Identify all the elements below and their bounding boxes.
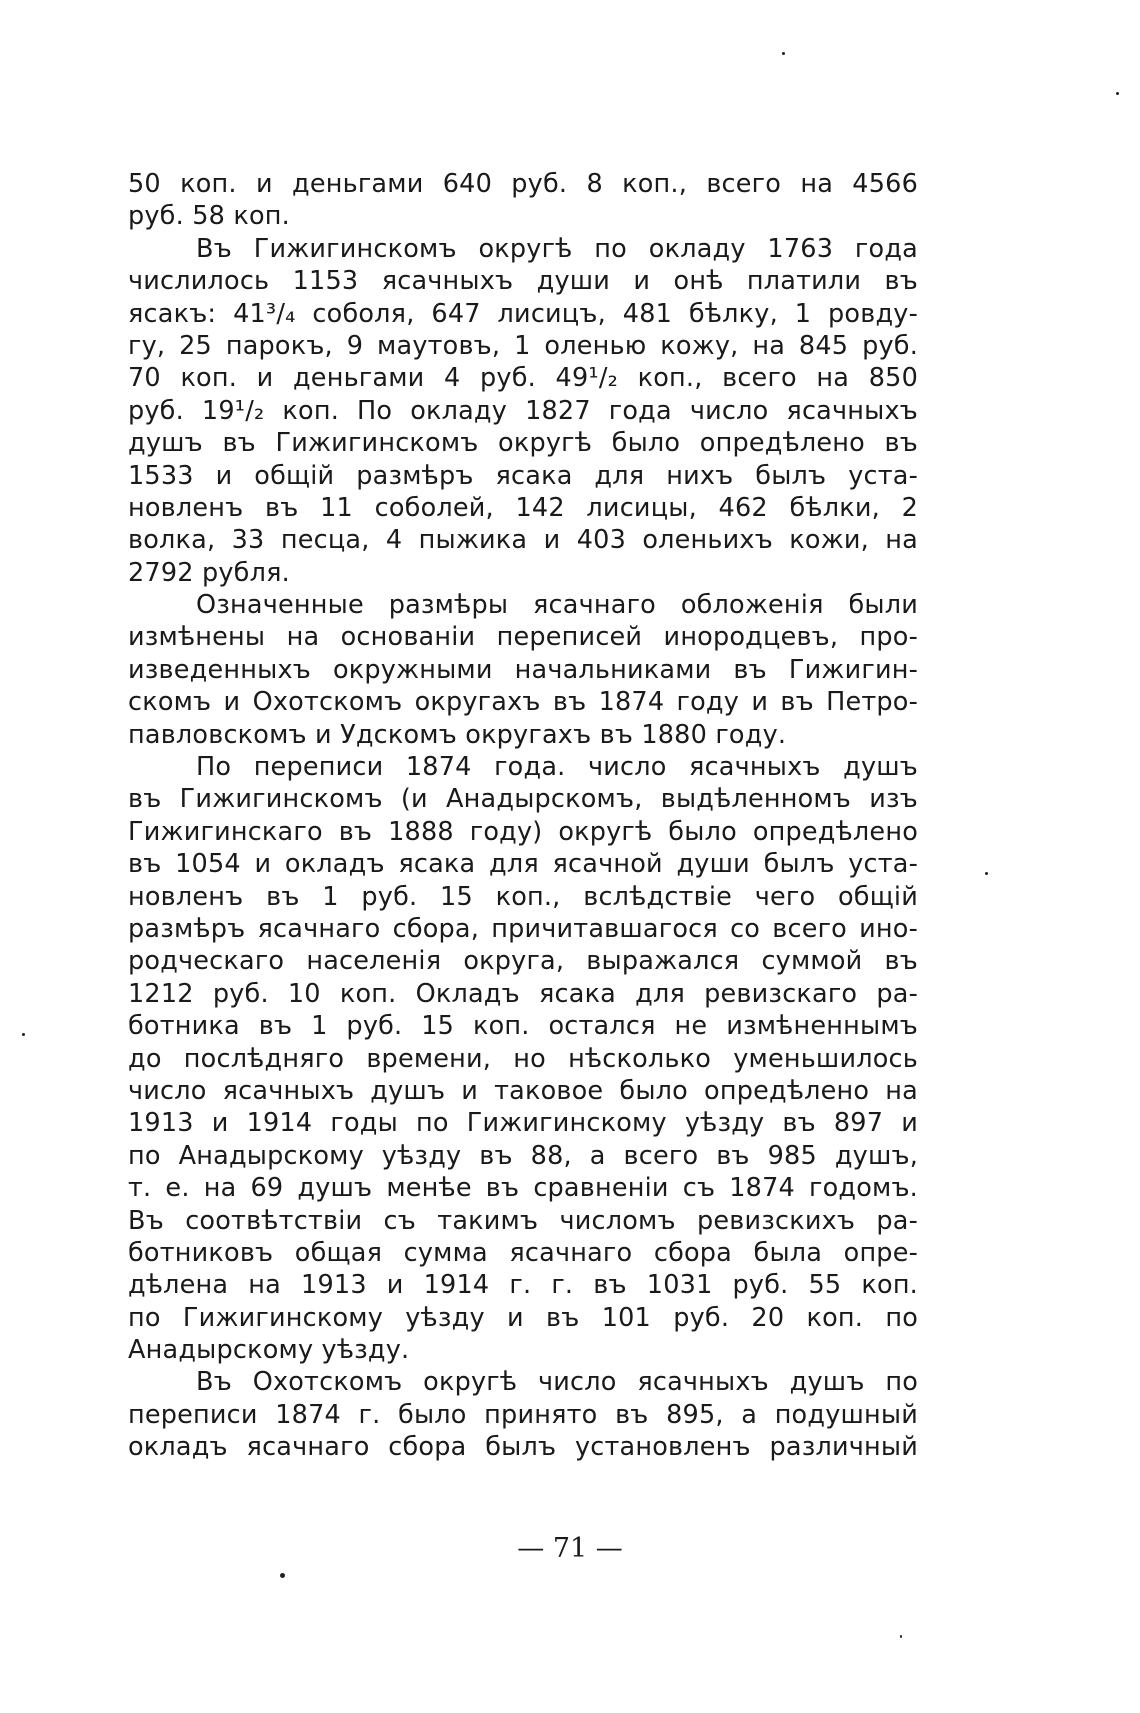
- text-line: до послѣдняго времени, но нѣсколько уменьшилось: [128, 1043, 918, 1074]
- text-line: Гижигинскаго въ 1888 году) округѣ было опредѣлено: [128, 816, 918, 847]
- text-line: ботниковъ общая сумма ясачнаго сбора была опре-: [128, 1237, 918, 1268]
- text-line: переписи 1874 г. было принято въ 895, а подушный: [128, 1399, 918, 1430]
- text-line: Въ Охотскомъ округѣ число ясачныхъ душъ по: [196, 1367, 918, 1398]
- text-line: 1913 и 1914 годы по Гижигинскому уѣзду въ 897 и: [128, 1108, 918, 1139]
- scan-speck: [782, 52, 785, 55]
- text-line: 2792 рубля.: [128, 557, 290, 588]
- body-text: [128, 168, 918, 1464]
- text-line: павловскомъ и Удскомъ округахъ въ 1880 году.: [128, 719, 787, 750]
- text-line: 1533 и общій размѣръ ясака для нихъ былъ уста-: [128, 460, 918, 491]
- text-line: дѣлена на 1913 и 1914 г. г. въ 1031 руб. 55 коп.: [128, 1270, 918, 1301]
- text-line: Въ соотвѣтствіи съ такимъ числомъ ревизскихъ ра-: [128, 1205, 918, 1236]
- scan-speck: [900, 1635, 902, 1638]
- text-line: 50 коп. и деньгами 640 руб. 8 коп., всего на 4566: [128, 169, 918, 199]
- text-line: число ясачныхъ душъ и таковое было опредѣлено на: [128, 1075, 918, 1106]
- scan-speck: [1116, 92, 1119, 95]
- scan-speck: [22, 1033, 25, 1036]
- text-line: новленъ въ 1 руб. 15 коп., вслѣдствіе чего общій: [128, 881, 918, 912]
- text-line: въ 1054 и окладъ ясака для ясачной души былъ уста-: [128, 849, 918, 880]
- text-line: гу, 25 парокъ, 9 маутовъ, 1 оленью кожу, на 845 руб.: [128, 330, 918, 361]
- scan-speck: [280, 1573, 285, 1578]
- text-line: родческаго населенія округа, выражался суммой въ: [128, 946, 918, 977]
- text-line: ясакъ: 41³/₄ соболя, 647 лисицъ, 481 бѣлку, 1 ровду-: [128, 298, 918, 329]
- text-line: т. е. на 69 душъ менѣе въ сравненіи съ 1874 годомъ.: [128, 1173, 918, 1204]
- text-line: по Гижигинскому уѣзду и въ 101 руб. 20 коп. по: [128, 1302, 918, 1333]
- text-line: измѣнены на основаніи переписей инородцевъ, про-: [128, 622, 918, 653]
- page-number: — 71 —: [517, 1533, 623, 1564]
- text-line: 70 коп. и деньгами 4 руб. 49¹/₂ коп., всего на 850: [128, 363, 918, 394]
- text-line: изведенныхъ окружными начальниками въ Гижигин-: [128, 654, 918, 685]
- text-line: волка, 33 песца, 4 пыжика и 403 оленьихъ кожи, на: [128, 525, 918, 556]
- text-line: окладъ ясачнаго сбора былъ установленъ различный: [128, 1432, 918, 1463]
- text-line: Означенные размѣры ясачнаго обложенія были: [196, 590, 918, 621]
- text-line: душъ въ Гижигинскомъ округѣ было опредѣлено въ: [128, 428, 918, 459]
- text-line: По переписи 1874 года. число ясачныхъ душъ: [196, 752, 918, 783]
- text-line: размѣръ ясачнаго сбора, причитавшагося со всего ино-: [128, 913, 918, 944]
- text-line: новленъ въ 11 соболей, 142 лисицы, 462 бѣлки, 2: [128, 492, 918, 523]
- text-line: Анадырскому уѣзду.: [128, 1335, 410, 1366]
- scan-speck: [985, 872, 988, 875]
- text-line: руб. 19¹/₂ коп. По окладу 1827 года число ясачныхъ: [128, 395, 918, 426]
- text-line: числилось 1153 ясачныхъ души и онѣ платили въ: [128, 266, 918, 297]
- text-line: Въ Гижигинскомъ округѣ по окладу 1763 года: [196, 233, 918, 264]
- text-line: по Анадырскому уѣзду въ 88, а всего въ 985 душъ,: [128, 1140, 918, 1171]
- text-line: въ Гижигинскомъ (и Анадырскомъ, выдѣленномъ изъ: [128, 784, 918, 815]
- text-line: скомъ и Охотскомъ округахъ въ 1874 году и въ Петро-: [128, 687, 918, 718]
- text-line: ботника въ 1 руб. 15 коп. остался не измѣненнымъ: [128, 1011, 918, 1042]
- text-line: руб. 58 коп.: [128, 201, 290, 232]
- text-line: 1212 руб. 10 коп. Окладъ ясака для ревизскаго ра-: [128, 978, 918, 1009]
